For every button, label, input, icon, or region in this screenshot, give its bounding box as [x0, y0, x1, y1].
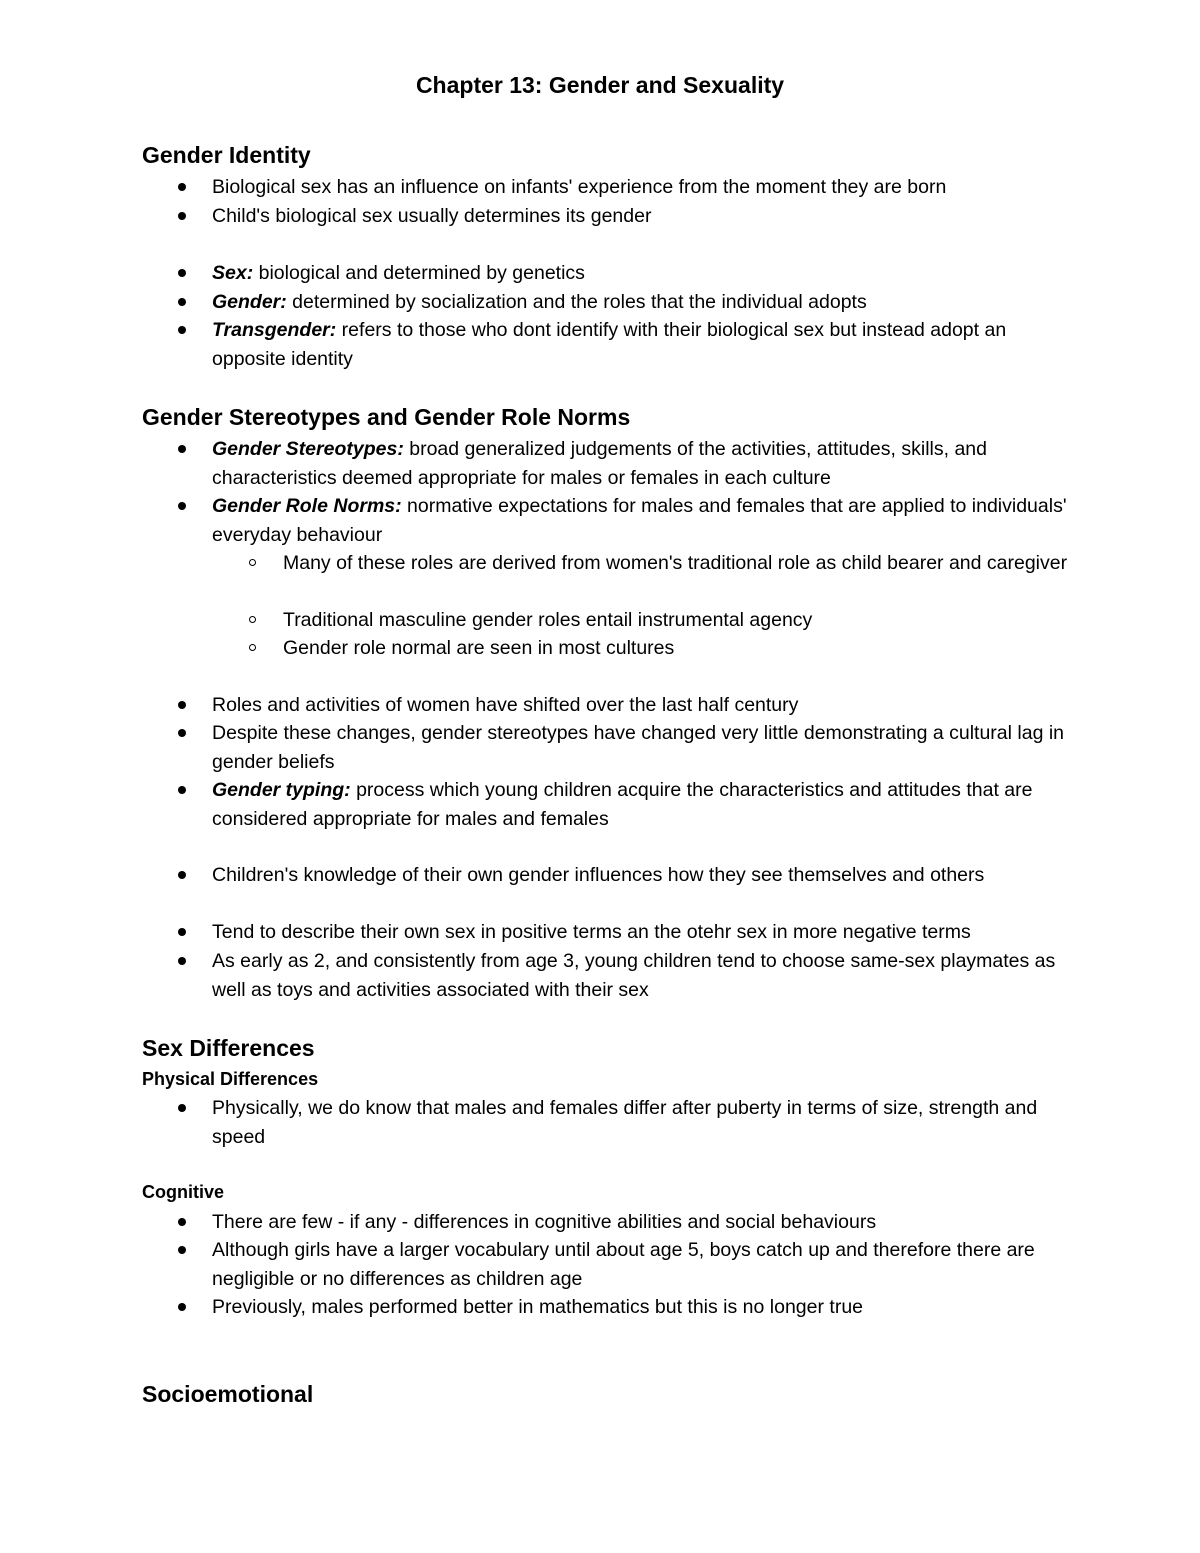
list-item: Gender Role Norms: normative expectations for males and females that are applied to individuals' everyday behaviour	[212, 492, 1072, 549]
bullet-icon	[178, 502, 186, 510]
list-item: Children's knowledge of their own gender influences how they see themselves and others	[212, 861, 1072, 890]
list-item: Biological sex has an influence on infants' experience from the moment they are born	[212, 173, 1072, 202]
section-heading-stereotypes: Gender Stereotypes and Gender Role Norms	[142, 404, 631, 430]
bullet-icon	[178, 928, 186, 936]
bullet-icon	[178, 701, 186, 709]
list-item: Although girls have a larger vocabulary until about age 5, boys catch up and therefore there are negligible or no differences as children age	[212, 1236, 1072, 1293]
list-item: Transgender: refers to those who dont identify with their biological sex but instead adopt an opposite identity	[212, 316, 1072, 373]
bullet-icon	[178, 1104, 186, 1112]
bullet-icon	[178, 1218, 186, 1226]
list-item: Despite these changes, gender stereotypes have changed very little demonstrating a cultural lag in gender beliefs	[212, 719, 1072, 776]
list-item: Gender typing: process which young children acquire the characteristics and attitudes that are considered appropriate for males and females	[212, 776, 1072, 833]
list-item: There are few - if any - differences in cognitive abilities and social behaviours	[212, 1208, 1072, 1237]
bullet-icon	[178, 326, 186, 334]
sub-list-item: Many of these roles are derived from women's traditional role as child bearer and caregiver	[283, 549, 1083, 578]
circle-bullet-icon	[249, 559, 256, 566]
subheading-physical: Physical Differences	[142, 1069, 319, 1089]
circle-bullet-icon	[249, 644, 256, 651]
term-label: Gender typing:	[212, 779, 351, 801]
bullet-icon	[178, 212, 186, 220]
list-item: Roles and activities of women have shifted over the last half century	[212, 691, 1072, 720]
circle-bullet-icon	[249, 616, 256, 623]
list-item: Gender: determined by socialization and the roles that the individual adopts	[212, 288, 1072, 317]
list-item: Child's biological sex usually determines its gender	[212, 202, 1072, 231]
term-label: Sex:	[212, 262, 254, 284]
section-heading-gender-identity: Gender Identity	[142, 142, 311, 168]
bullet-icon	[178, 445, 186, 453]
list-item: Sex: biological and determined by genetics	[212, 259, 1072, 288]
bullet-icon	[178, 298, 186, 306]
bullet-icon	[178, 1303, 186, 1311]
list-item: As early as 2, and consistently from age 3, young children tend to choose same-sex playmates as well as toys and activities associated with their sex	[212, 947, 1072, 1004]
bullet-icon	[178, 729, 186, 737]
bullet-icon	[178, 183, 186, 191]
bullet-icon	[178, 786, 186, 794]
list-item: Gender Stereotypes: broad generalized judgements of the activities, attitudes, skills, and characteristics deemed appropriate for males or females in each culture	[212, 435, 1072, 492]
term-label: Gender:	[212, 291, 287, 313]
subheading-cognitive: Cognitive	[142, 1182, 225, 1202]
bullet-icon	[178, 269, 186, 277]
term-label: Transgender:	[212, 319, 337, 341]
term-label: Gender Stereotypes:	[212, 438, 404, 460]
section-heading-socioemotional: Socioemotional	[142, 1381, 314, 1407]
bullet-icon	[178, 957, 186, 965]
list-item: Tend to describe their own sex in positive terms an the otehr sex in more negative terms	[212, 918, 1072, 947]
bullet-icon	[178, 1246, 186, 1254]
sub-list-item: Traditional masculine gender roles entail instrumental agency	[283, 606, 1083, 635]
list-item: Physically, we do know that males and females differ after puberty in terms of size, strength and speed	[212, 1094, 1072, 1151]
list-item: Previously, males performed better in mathematics but this is no longer true	[212, 1293, 1072, 1322]
sub-list-item: Gender role normal are seen in most cultures	[283, 634, 1083, 663]
section-heading-sex-differences: Sex Differences	[142, 1035, 315, 1061]
term-label: Gender Role Norms:	[212, 495, 402, 517]
bullet-icon	[178, 871, 186, 879]
page-title: Chapter 13: Gender and Sexuality	[415, 72, 785, 98]
